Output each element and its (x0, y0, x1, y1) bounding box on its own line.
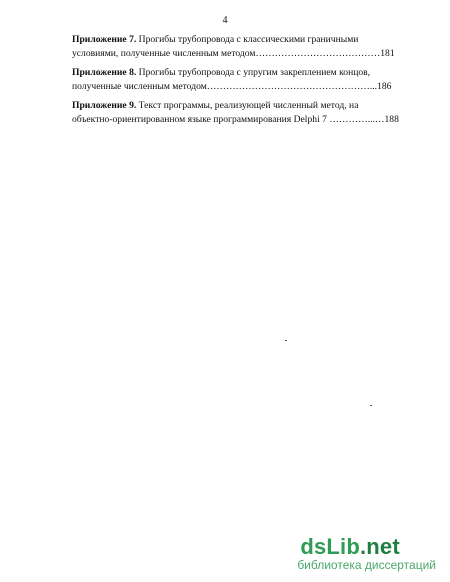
toc-entry-title-cont: условиями, полученные численным методом………………………………… (72, 48, 381, 59)
toc-entry-appendix-7 (72, 33, 402, 61)
toc-entry-page: 186 (377, 81, 392, 92)
watermark-logo-main: dsLib (300, 534, 360, 559)
watermark-logo (300, 536, 436, 558)
toc-entry-title: Текст программы, реализующей численный метод, на (136, 100, 359, 111)
toc-entry-line-2 (72, 47, 402, 61)
toc-entry-line-2 (72, 113, 402, 127)
toc-entry-page: 181 (380, 48, 395, 59)
toc-entry-title: Прогибы трубопровода с классическими граничными (136, 34, 359, 45)
toc-entry-label: Приложение 8. (72, 67, 137, 78)
scan-speck (370, 405, 372, 406)
toc-entry-page: 188 (384, 114, 399, 125)
watermark-caption: библиотека диссертаций (297, 558, 436, 572)
toc-entry-line-1 (72, 99, 402, 113)
toc-entry-appendix-8 (72, 66, 402, 94)
toc-entry-label: Приложение 7. (72, 34, 137, 45)
toc-entry-label: Приложение 9. (72, 100, 137, 111)
watermark-logo-suffix: .net (359, 534, 400, 559)
toc-entry-appendix-9 (72, 99, 402, 127)
toc-entry-title: Прогибы трубопровода с упругим закреплением концов, (136, 67, 371, 78)
scan-speck (285, 340, 287, 341)
watermark (297, 534, 436, 572)
toc-entry-title-cont: полученные численным методом……………………………………………... (72, 81, 378, 92)
toc-entry-line-1 (72, 33, 402, 47)
table-of-contents (72, 33, 402, 132)
toc-entry-line-1 (72, 66, 402, 80)
page-number: 4 (222, 15, 228, 26)
toc-entry-title-cont: объектно-ориентированном языке программирования Delphi 7 …………...… (72, 114, 385, 125)
toc-entry-line-2 (72, 80, 402, 94)
